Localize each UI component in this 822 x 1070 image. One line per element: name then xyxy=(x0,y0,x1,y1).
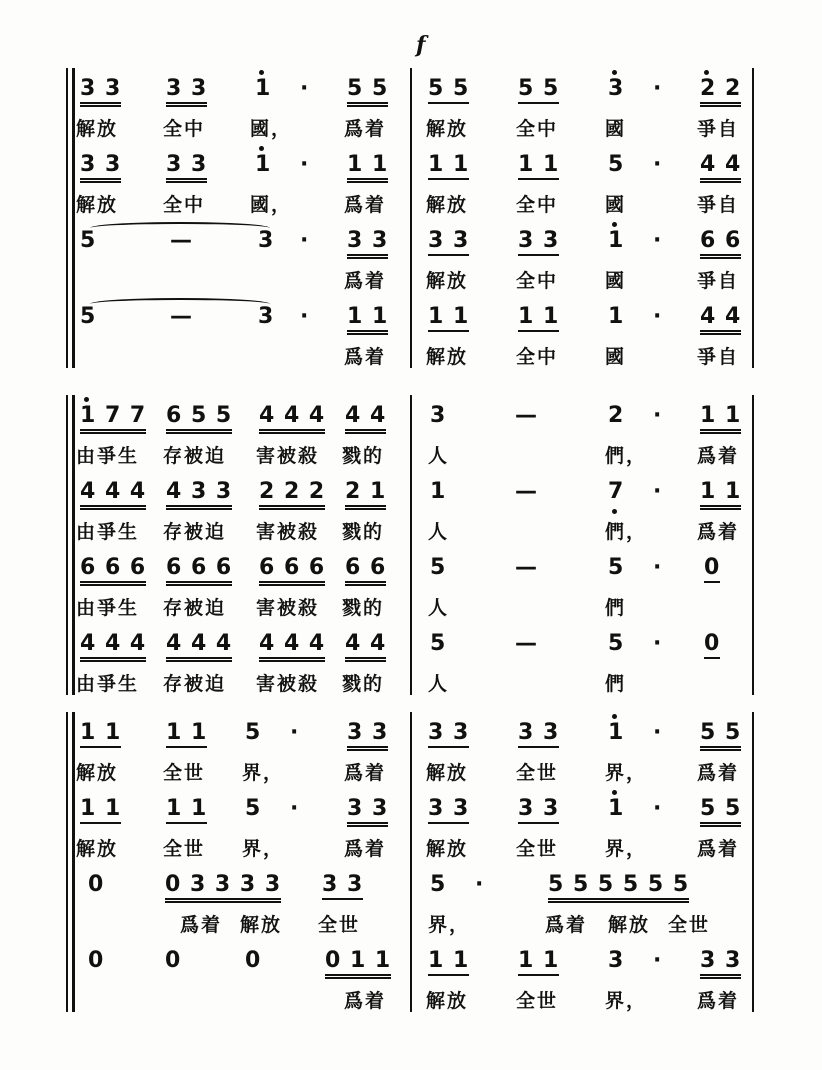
score-system xyxy=(0,395,822,705)
note-group: 3 3 xyxy=(347,228,388,259)
note-group: — xyxy=(170,304,193,329)
octave-dot-high xyxy=(612,70,617,75)
note-group: · xyxy=(653,479,663,504)
lyric-word: 全世 xyxy=(163,838,206,860)
note-group: 1 1 xyxy=(518,304,559,332)
lyric-row xyxy=(0,986,822,1026)
lyric-word: 由爭生 xyxy=(76,673,140,695)
lyric-row xyxy=(0,669,822,709)
note-group: 6 6 6 xyxy=(259,555,325,586)
lyric-word: 爲着 xyxy=(344,270,387,292)
note-group: 3 3 xyxy=(347,796,388,827)
notation-row xyxy=(0,796,822,836)
note-group: · xyxy=(653,228,663,253)
note-group: 0 xyxy=(88,948,105,973)
note-group: · xyxy=(653,304,663,329)
lyric-row xyxy=(0,114,822,154)
lyric-word: 存被迫 xyxy=(163,597,227,619)
note-group: 5 5 5 5 5 5 xyxy=(548,872,689,903)
note-group: 0 1 1 xyxy=(325,948,391,979)
note-group: 4 4 xyxy=(700,152,741,183)
lyric-word: 解放 xyxy=(76,762,119,784)
note-group: 5 xyxy=(430,872,447,897)
note-group: 5 5 xyxy=(347,76,388,107)
note-group: 6 5 5 xyxy=(166,403,232,434)
note-group: 0 xyxy=(704,555,720,583)
note-group: 0 xyxy=(165,948,182,973)
lyric-word: 解放 xyxy=(426,838,469,860)
lyric-word: 爲着 xyxy=(344,118,387,140)
note-group: 1 1 xyxy=(80,720,121,748)
lyric-word: 全中 xyxy=(516,118,559,140)
lyric-word: 解放 xyxy=(76,838,119,860)
note-group: 5 xyxy=(430,555,447,580)
note-group: 5 xyxy=(80,228,97,253)
note-group: 1 1 xyxy=(518,152,559,180)
lyric-word: 爲着 xyxy=(344,838,387,860)
lyric-word: 解放 xyxy=(426,762,469,784)
note-group: 3 3 xyxy=(80,152,121,183)
note-group: 5 xyxy=(608,631,625,656)
note-group: 2 2 2 xyxy=(259,479,325,510)
note-group: · xyxy=(653,403,663,428)
lyric-word: 爲着 xyxy=(697,521,740,543)
octave-dot-high xyxy=(704,70,709,75)
octave-dot-low xyxy=(612,509,617,514)
note-group: 1 1 xyxy=(347,152,388,183)
lyric-word: 人 xyxy=(428,445,450,467)
note-group: · xyxy=(653,720,663,745)
lyric-word: 害被殺 xyxy=(256,673,320,695)
note-group: 3 3 xyxy=(80,76,121,107)
note-group: · xyxy=(300,304,310,329)
note-group: 3 3 xyxy=(428,228,469,256)
notation-row xyxy=(0,76,822,116)
note-group: 3 xyxy=(608,948,625,973)
lyric-row xyxy=(0,910,822,950)
note-group: 6 6 xyxy=(700,228,741,259)
octave-dot-high xyxy=(259,70,264,75)
lyric-word: 爭自 xyxy=(697,270,740,292)
lyric-word: 界， xyxy=(605,762,648,784)
note-group: 1 xyxy=(255,76,272,101)
note-group: 0 xyxy=(704,631,720,659)
lyric-word: 全世 xyxy=(516,762,559,784)
note-group: 0 3 3 3 3 xyxy=(165,872,281,903)
lyric-word: 爭自 xyxy=(697,346,740,368)
note-group: 3 3 xyxy=(518,228,559,256)
lyric-word: 爲着 xyxy=(697,838,740,860)
lyric-row xyxy=(0,441,822,481)
note-group: 1 1 xyxy=(518,948,559,976)
lyric-word: 國， xyxy=(250,118,293,140)
note-group: 1 1 xyxy=(700,403,741,434)
note-group: 1 1 xyxy=(80,796,121,824)
octave-dot-high xyxy=(259,146,264,151)
note-group: · xyxy=(653,76,663,101)
note-group: 6 6 6 xyxy=(80,555,146,586)
note-group: 3 3 xyxy=(518,796,559,824)
note-group: 3 xyxy=(258,228,275,253)
note-group: 1 1 xyxy=(166,796,207,824)
note-group: 4 4 xyxy=(700,304,741,335)
note-group: 2 1 xyxy=(345,479,386,510)
lyric-word: 解放 xyxy=(76,194,119,216)
note-group: 2 2 xyxy=(700,76,741,107)
lyric-word: 國 xyxy=(605,270,627,292)
note-group: 6 6 xyxy=(345,555,386,586)
note-group: 1 xyxy=(430,479,447,504)
lyric-word: 全世 xyxy=(516,990,559,1012)
note-group: 1 xyxy=(608,796,625,821)
note-group: — xyxy=(515,555,538,580)
lyric-row xyxy=(0,593,822,633)
note-group: 3 3 xyxy=(700,948,741,979)
note-group: 1 1 xyxy=(428,304,469,332)
lyric-word: 解放 xyxy=(76,118,119,140)
note-group: · xyxy=(653,948,663,973)
lyric-word: 全中 xyxy=(516,270,559,292)
lyric-word: 們 xyxy=(605,673,627,695)
note-group: 2 xyxy=(608,403,625,428)
lyric-word: 國 xyxy=(605,118,627,140)
note-group: 3 3 xyxy=(347,720,388,751)
lyric-word: 由爭生 xyxy=(76,445,140,467)
lyric-word: 害被殺 xyxy=(256,445,320,467)
note-group: 3 xyxy=(430,403,447,428)
lyric-word: 爲着 xyxy=(697,990,740,1012)
note-group: 3 xyxy=(608,76,625,101)
note-group: · xyxy=(475,872,485,897)
note-group: 1 xyxy=(255,152,272,177)
note-group: 4 4 4 xyxy=(259,631,325,662)
note-group: 4 4 xyxy=(345,631,386,662)
note-group: 3 3 xyxy=(518,720,559,748)
note-group: 1 1 xyxy=(700,479,741,510)
note-group: 0 xyxy=(88,872,105,897)
lyric-word: 爲着 xyxy=(344,194,387,216)
notation-row xyxy=(0,304,822,344)
note-group: 4 4 4 xyxy=(80,631,146,662)
octave-dot-high xyxy=(612,222,617,227)
note-group: · xyxy=(290,796,300,821)
note-group: 1 1 xyxy=(347,304,388,335)
lyric-word: 由爭生 xyxy=(76,597,140,619)
note-group: 4 4 4 xyxy=(259,403,325,434)
lyric-word: 界， xyxy=(605,838,648,860)
note-group: · xyxy=(300,152,310,177)
notation-row xyxy=(0,228,822,268)
note-group: 3 3 xyxy=(166,76,207,107)
lyric-word: 戮的 xyxy=(342,521,385,543)
notation-row xyxy=(0,152,822,192)
note-group: 3 xyxy=(258,304,275,329)
note-group: 0 xyxy=(245,948,262,973)
note-group: · xyxy=(653,555,663,580)
lyric-word: 們， xyxy=(605,521,648,543)
lyric-row xyxy=(0,758,822,798)
lyric-word: 由爭生 xyxy=(76,521,140,543)
notation-row xyxy=(0,403,822,443)
lyric-word: 界， xyxy=(428,914,471,936)
lyric-word: 全世 xyxy=(318,914,361,936)
lyric-word: 解放 xyxy=(240,914,283,936)
note-group: 5 5 xyxy=(700,796,741,827)
lyric-word: 爲着 xyxy=(545,914,588,936)
lyric-word: 解放 xyxy=(608,914,651,936)
lyric-word: 國， xyxy=(250,194,293,216)
note-group: 4 4 4 xyxy=(166,631,232,662)
lyric-word: 國 xyxy=(605,346,627,368)
lyric-word: 解放 xyxy=(426,194,469,216)
note-group: 5 xyxy=(430,631,447,656)
lyric-word: 爲着 xyxy=(697,445,740,467)
octave-dot-high xyxy=(84,397,89,402)
lyric-word: 界， xyxy=(242,838,285,860)
lyric-word: 解放 xyxy=(426,270,469,292)
note-group: 5 xyxy=(245,796,262,821)
note-group: 4 4 xyxy=(345,403,386,434)
note-group: · xyxy=(653,796,663,821)
lyric-word: 全世 xyxy=(516,838,559,860)
lyric-word: 們， xyxy=(605,445,648,467)
lyric-word: 全中 xyxy=(516,346,559,368)
note-group: — xyxy=(515,479,538,504)
lyric-word: 存被迫 xyxy=(163,445,227,467)
note-group: — xyxy=(170,228,193,253)
lyric-word: 解放 xyxy=(426,990,469,1012)
lyric-word: 戮的 xyxy=(342,597,385,619)
notation-row xyxy=(0,720,822,760)
note-group: · xyxy=(300,76,310,101)
dynamic-marking: f xyxy=(416,32,426,58)
lyric-word: 爲着 xyxy=(344,346,387,368)
note-group: 1 7 7 xyxy=(80,403,146,434)
lyric-word: 存被迫 xyxy=(163,673,227,695)
lyric-row xyxy=(0,517,822,557)
note-group: 1 xyxy=(608,720,625,745)
note-group: 1 1 xyxy=(428,948,469,976)
note-group: 1 xyxy=(608,304,625,329)
note-group: 3 3 xyxy=(322,872,363,900)
lyric-word: 全世 xyxy=(668,914,711,936)
lyric-word: 國 xyxy=(605,194,627,216)
lyric-word: 人 xyxy=(428,521,450,543)
lyric-word: 害被殺 xyxy=(256,597,320,619)
lyric-word: 解放 xyxy=(426,118,469,140)
lyric-word: 戮的 xyxy=(342,673,385,695)
note-group: · xyxy=(653,152,663,177)
note-group: 5 xyxy=(80,304,97,329)
note-group: · xyxy=(290,720,300,745)
lyric-word: 爲着 xyxy=(180,914,223,936)
lyric-word: 害被殺 xyxy=(256,521,320,543)
note-group: 7 xyxy=(608,479,625,504)
note-group: 3 3 xyxy=(166,152,207,183)
score-system xyxy=(0,68,822,378)
note-group: 3 3 xyxy=(428,796,469,824)
note-group: · xyxy=(653,631,663,656)
note-group: 1 1 xyxy=(428,152,469,180)
notation-row xyxy=(0,948,822,988)
note-group: · xyxy=(300,228,310,253)
lyric-row xyxy=(0,342,822,382)
note-group: 4 3 3 xyxy=(166,479,232,510)
lyric-word: 爲着 xyxy=(344,990,387,1012)
lyric-word: 全世 xyxy=(163,762,206,784)
lyric-word: 爭自 xyxy=(697,194,740,216)
note-group: 5 5 xyxy=(428,76,469,104)
note-group: 5 xyxy=(245,720,262,745)
score-system xyxy=(0,712,822,1022)
lyric-word: 解放 xyxy=(426,346,469,368)
notation-row xyxy=(0,872,822,912)
notation-row xyxy=(0,555,822,595)
lyric-word: 界， xyxy=(242,762,285,784)
note-group: 5 5 xyxy=(518,76,559,104)
lyric-word: 爲着 xyxy=(344,762,387,784)
lyric-word: 存被迫 xyxy=(163,521,227,543)
lyric-word: 們 xyxy=(605,597,627,619)
note-group: 4 4 4 xyxy=(80,479,146,510)
note-group: 5 xyxy=(608,152,625,177)
note-group: 6 6 6 xyxy=(166,555,232,586)
octave-dot-high xyxy=(612,790,617,795)
lyric-word: 人 xyxy=(428,597,450,619)
note-group: 1 1 xyxy=(166,720,207,748)
note-group: 5 5 xyxy=(700,720,741,751)
lyric-row xyxy=(0,834,822,874)
note-group: — xyxy=(515,631,538,656)
lyric-word: 全中 xyxy=(163,118,206,140)
lyric-word: 爭自 xyxy=(697,118,740,140)
lyric-word: 戮的 xyxy=(342,445,385,467)
note-group: 3 3 xyxy=(428,720,469,748)
octave-dot-high xyxy=(612,714,617,719)
lyric-word: 人 xyxy=(428,673,450,695)
note-group: — xyxy=(515,403,538,428)
lyric-word: 全中 xyxy=(163,194,206,216)
note-group: 5 xyxy=(608,555,625,580)
notation-row xyxy=(0,631,822,671)
note-group: 1 xyxy=(608,228,625,253)
lyric-word: 爲着 xyxy=(697,762,740,784)
notation-row xyxy=(0,479,822,519)
lyric-word: 全中 xyxy=(516,194,559,216)
lyric-word: 界， xyxy=(605,990,648,1012)
